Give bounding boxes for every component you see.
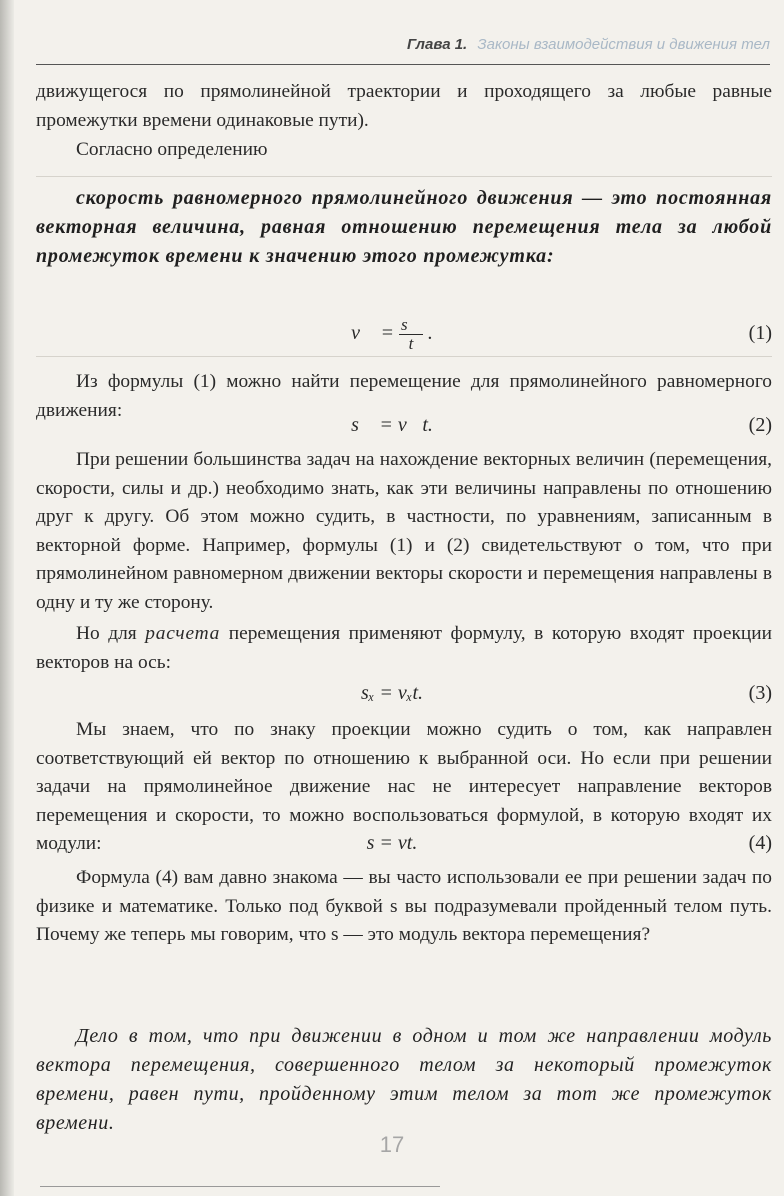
formula-3-expression: sₓ = vₓt. [360,682,424,704]
paragraph-vector-directions: При решении большинства задач на нахождение векторных величин (перемещения, скорости, силы и др.) необходимо знать, как эти величины направлены по отношению друг к другу. Об этом можно судить, в частности, по уравнениям, записанным в векторной форме. Например, формулы (1) и (2) свидетельствуют о том, что при прямолинейном равномерном движении векторы скорости и перемещения направлены в одну и ту же сторону. [36,449,772,613]
formula-4 [0,832,784,862]
formula-2-label: (2) [748,414,772,436]
paragraph-from-formula: Из формулы (1) можно найти перемещение для прямолинейного равномерного движения: [36,371,772,421]
p5-before: Но для [76,623,137,644]
page-number: 17 [379,1132,405,1157]
formula-1-denominator: t [408,334,414,353]
formula-1-numerator: s⃗ [401,315,421,334]
binding-shadow [0,0,14,1196]
formula-4-label: (4) [748,832,772,854]
formula-1-lhs: v⃗ = [351,322,395,345]
definition-top-rule [36,176,772,177]
paragraph-projection-sign: Мы знаем, что по знаку проекции можно судить о том, как направлен соответствующий ей вектор по отношению к выбранной оси. Но если при решении задачи на прямолинейное движение нас не интересует направление векторов перемещения и скорости, то можно воспользоваться формулой, в которую входят их модули: [36,719,772,855]
formula-4-expression: s = vt. [366,832,418,854]
footer-rule [40,1186,440,1187]
paragraph-formula-familiar: Формула (4) вам давно знакома — вы часто использовали ее при решении задач по физике и математике. Только под буквой s вы подразумевали пройденный телом путь. Почему же теперь мы говорим, что s — это модуль вектора перемещения? [36,867,772,946]
p5-emphasis: расчета [145,623,221,644]
formula-1-tail: . [427,322,433,345]
paragraph-continuation: движущегося по прямолинейной траектории и проходящего за любые равные промежутки времени одинаковые пути). [36,81,772,131]
running-header [36,36,770,60]
chapter-number: Глава 1. [407,36,468,53]
p5-after: перемещения применяют формулу, в которую входят проекции векторов на ось: [36,623,773,673]
paragraph-according: Согласно определению [76,139,268,160]
definition-bottom-rule [36,356,772,357]
definition-text: скорость равномерного прямолинейного движения — это постоянная векторная величина, равная отношению перемещения тела за любой промежуток времени к значению этого промежутка: [36,187,772,267]
conclusion-text: Дело в том, что при движении в одном и том же направлении модуль вектора перемещения, совершенного телом за некоторый промежуток времени, равен пути, пройденному этим телом за тот же промежуток времени. [36,1025,772,1134]
formula-1-expression [0,316,784,353]
formula-1 [0,315,784,353]
chapter-title: Законы взаимодействия и движения тел [477,36,770,53]
formula-2-expression: s⃗ = v⃗t. [351,414,433,436]
header-rule [36,64,770,65]
paragraph-calculation [36,620,772,677]
formula-1-label: (1) [748,322,772,344]
formula-1-fraction [399,316,423,353]
formula-3 [0,682,784,712]
formula-2 [0,414,784,444]
formula-3-label: (3) [748,682,772,704]
